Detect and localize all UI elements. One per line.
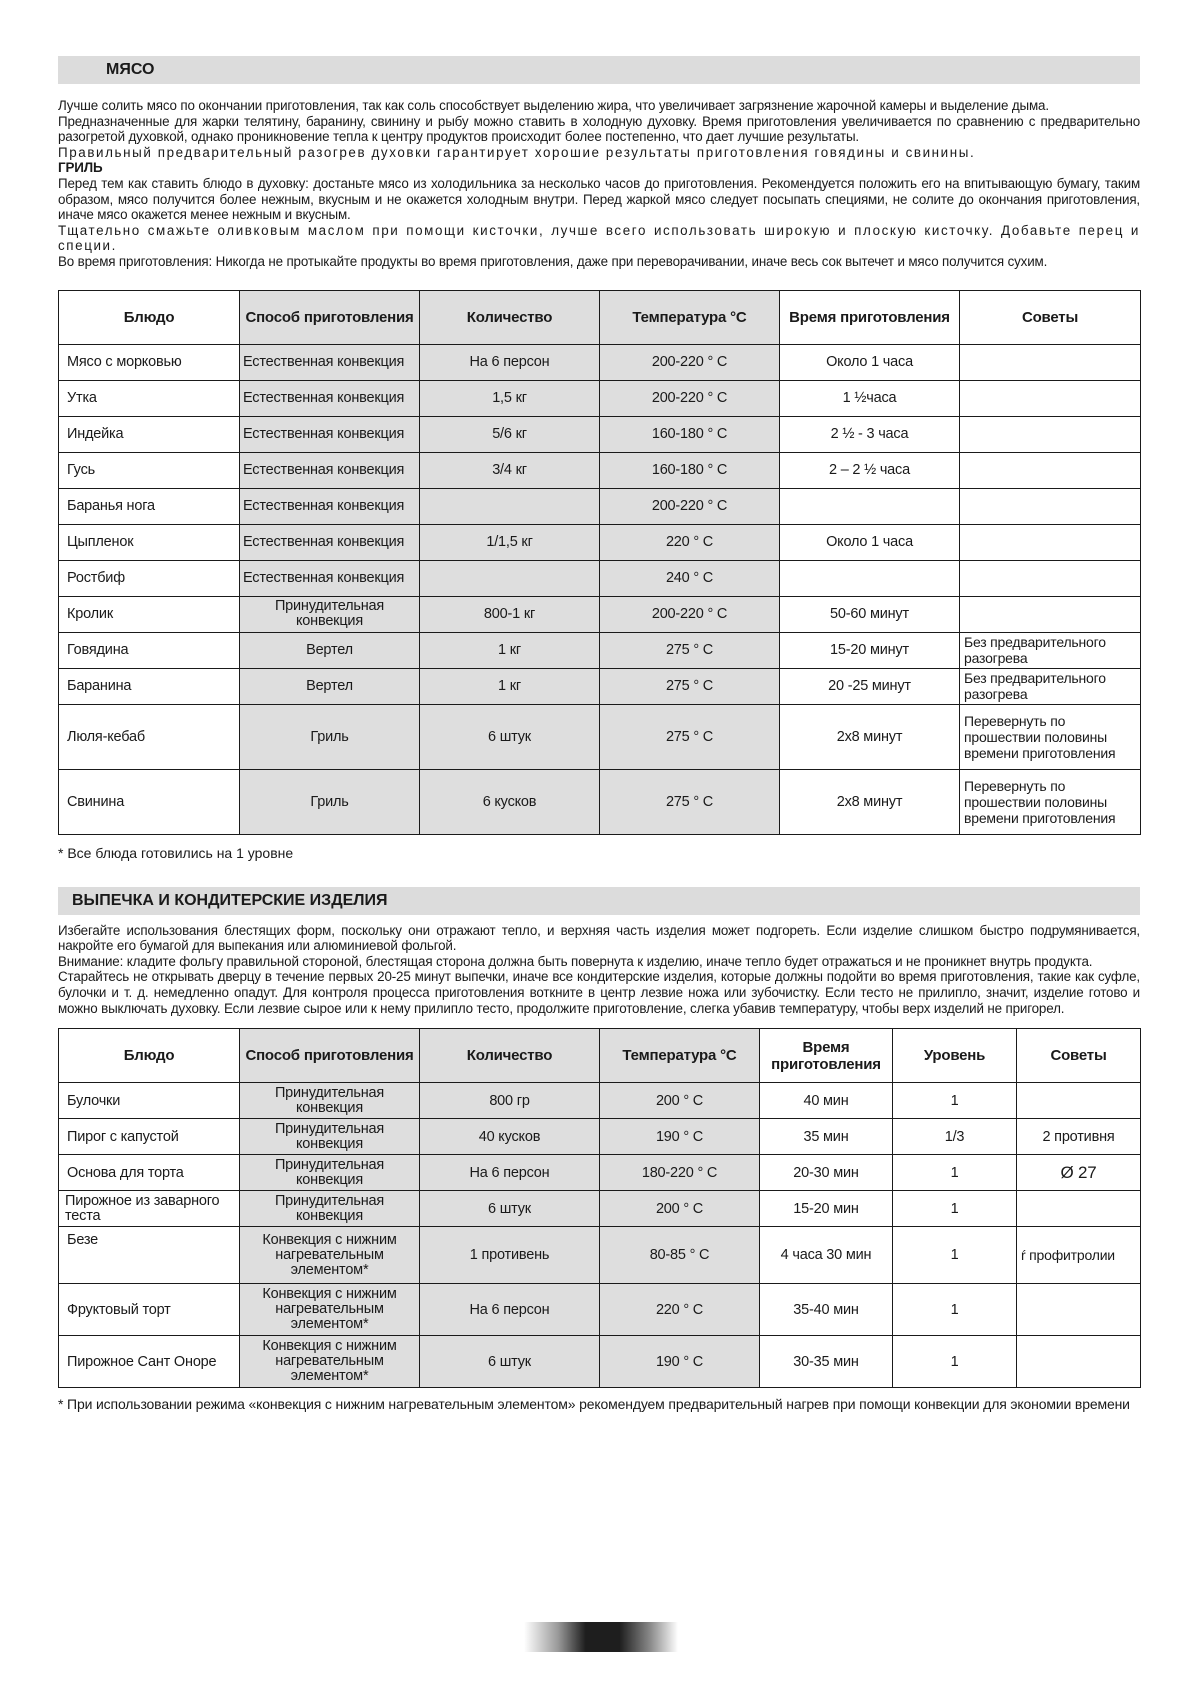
header-cell: Количество xyxy=(420,290,600,344)
tip-cell: 2 противня xyxy=(1017,1119,1141,1155)
quantity-cell: 1 кг xyxy=(420,632,600,668)
quantity-cell: 5/6 кг xyxy=(420,416,600,452)
header-cell: Советы xyxy=(1017,1029,1141,1083)
dish-cell: Фруктовый торт xyxy=(59,1284,240,1336)
dish-cell: Булочки xyxy=(59,1083,240,1119)
quantity-cell: 1 кг xyxy=(420,668,600,704)
dish-cell: Люля-кебаб xyxy=(59,704,240,769)
quantity-cell xyxy=(420,560,600,596)
tip-cell xyxy=(1017,1083,1141,1119)
tip-cell xyxy=(1017,1191,1141,1227)
pastry-intro xyxy=(58,923,1140,1017)
temperature-cell: 200-220 ° C xyxy=(600,344,780,380)
method-cell: Конвекция с нижним нагревательным элементом* xyxy=(240,1336,420,1388)
meat-intro xyxy=(58,98,1140,270)
pastry-paragraph: Внимание: кладите фольгу правильной стороной, блестящая сторона должна быть повернута к изделию, иначе тепло будет отражаться и не проникнет внутрь продукта. xyxy=(58,953,1093,969)
temperature-cell: 160-180 ° C xyxy=(600,452,780,488)
quantity-cell: 6 кусков xyxy=(420,769,600,834)
tip-cell xyxy=(960,380,1141,416)
dish-cell: Пирожное Сант Оноре xyxy=(59,1336,240,1388)
quantity-cell: На 6 персон xyxy=(420,1284,600,1336)
pastry-table xyxy=(58,1028,1141,1388)
time-cell: 30-35 мин xyxy=(760,1336,893,1388)
tip-cell: Ø 27 xyxy=(1017,1155,1141,1191)
table-row xyxy=(59,416,1141,452)
dish-cell: Мясо с морковью xyxy=(59,344,240,380)
time-cell: Около 1 часа xyxy=(780,524,960,560)
time-cell: 50-60 минут xyxy=(780,596,960,632)
level-cell: 1 xyxy=(893,1155,1017,1191)
temperature-cell: 200-220 ° C xyxy=(600,380,780,416)
method-cell: Принудительная конвекция xyxy=(240,1083,420,1119)
temperature-cell: 80-85 ° C xyxy=(600,1227,760,1284)
method-cell: Принудительная конвекция xyxy=(240,596,420,632)
method-cell: Конвекция с нижним нагревательным элементом* xyxy=(240,1227,420,1284)
table-row xyxy=(59,632,1141,668)
tip-cell: Перевернуть по прошествии половины времени приготовления xyxy=(960,704,1141,769)
table-header-row xyxy=(59,290,1141,344)
time-cell: 15-20 мин xyxy=(760,1191,893,1227)
temperature-cell: 200-220 ° C xyxy=(600,488,780,524)
quantity-cell: 6 штук xyxy=(420,1336,600,1388)
temperature-cell: 220 ° C xyxy=(600,524,780,560)
dish-cell: Индейка xyxy=(59,416,240,452)
tip-cell xyxy=(960,596,1141,632)
time-cell: 4 часа 30 мин xyxy=(760,1227,893,1284)
time-cell: 2 ½ - 3 часа xyxy=(780,416,960,452)
level-cell: 1/3 xyxy=(893,1119,1017,1155)
table-row xyxy=(59,1155,1141,1191)
temperature-cell: 220 ° C xyxy=(600,1284,760,1336)
method-cell: Естественная конвекция xyxy=(240,344,420,380)
header-cell: Способ приготовления xyxy=(240,1029,420,1083)
table-row xyxy=(59,1191,1141,1227)
header-cell: Температура °C xyxy=(600,290,780,344)
grill-paragraph: Во время приготовления: Никогда не протыкайте продукты во время приготовления, даже при переворачивании, иначе весь сок вытечет и мясо получится сухим. xyxy=(58,253,1048,269)
tip-cell xyxy=(960,452,1141,488)
dish-cell: Свинина xyxy=(59,769,240,834)
header-cell: Температура °C xyxy=(600,1029,760,1083)
tip-cell: Перевернуть по прошествии половины времени приготовления xyxy=(960,769,1141,834)
temperature-cell: 200 ° C xyxy=(600,1191,760,1227)
quantity-cell xyxy=(420,488,600,524)
dish-cell: Основа для торта xyxy=(59,1155,240,1191)
method-cell: Естественная конвекция xyxy=(240,380,420,416)
pastry-paragraph: Избегайте использования блестящих форм, поскольку они отражают тепло, и верхняя часть изделия может подгореть. Если изделие слишком быстро подрумянивается, накройте его бумагой для выпекания или алюминиевой фольгой. xyxy=(58,922,1140,954)
table-row xyxy=(59,1336,1141,1388)
dish-cell: Кролик xyxy=(59,596,240,632)
time-cell: 15-20 минут xyxy=(780,632,960,668)
dish-cell: Баранья нога xyxy=(59,488,240,524)
time-cell xyxy=(780,488,960,524)
header-cell: Количество xyxy=(420,1029,600,1083)
time-cell: 20-30 мин xyxy=(760,1155,893,1191)
temperature-cell: 200-220 ° C xyxy=(600,596,780,632)
table-row xyxy=(59,560,1141,596)
grill-heading: ГРИЛЬ xyxy=(58,160,103,176)
dish-cell: Баранина xyxy=(59,668,240,704)
level-cell: 1 xyxy=(893,1083,1017,1119)
quantity-cell: 1/1,5 кг xyxy=(420,524,600,560)
level-cell: 1 xyxy=(893,1191,1017,1227)
header-cell: Время приготовления xyxy=(760,1029,893,1083)
method-cell: Гриль xyxy=(240,704,420,769)
time-cell: 1 ½часа xyxy=(780,380,960,416)
method-cell: Вертел xyxy=(240,632,420,668)
quantity-cell: 40 кусков xyxy=(420,1119,600,1155)
quantity-cell: На 6 персон xyxy=(420,344,600,380)
quantity-cell: 800 гр xyxy=(420,1083,600,1119)
table-header-row xyxy=(59,1029,1141,1083)
table-row xyxy=(59,769,1141,834)
section-title-pastry: ВЫПЕЧКА И КОНДИТЕРСКИЕ ИЗДЕЛИЯ xyxy=(58,887,1140,915)
temperature-cell: 190 ° C xyxy=(600,1336,760,1388)
time-cell: Около 1 часа xyxy=(780,344,960,380)
dish-cell: Пирог с капустой xyxy=(59,1119,240,1155)
tip-cell: Без предварительного разогрева xyxy=(960,668,1141,704)
method-cell: Естественная конвекция xyxy=(240,560,420,596)
table-row xyxy=(59,1284,1141,1336)
grill-paragraph: Тщательно смажьте оливковым маслом при помощи кисточки, лучше всего использовать широкую и плоскую кисточку. Добавьте перец и специи. xyxy=(58,222,1140,254)
meat-paragraph: Правильный предварительный разогрев духовки гарантирует хорошие результаты приготовления говядины и свинины. xyxy=(58,144,976,160)
temperature-cell: 160-180 ° C xyxy=(600,416,780,452)
method-cell: Естественная конвекция xyxy=(240,416,420,452)
tip-cell xyxy=(960,524,1141,560)
quantity-cell: 6 штук xyxy=(420,704,600,769)
method-cell: Принудительная конвекция xyxy=(240,1191,420,1227)
temperature-cell: 275 ° C xyxy=(600,769,780,834)
table-row xyxy=(59,1083,1141,1119)
time-cell: 35-40 мин xyxy=(760,1284,893,1336)
table-row xyxy=(59,1119,1141,1155)
temperature-cell: 275 ° C xyxy=(600,668,780,704)
table-row xyxy=(59,488,1141,524)
table-row xyxy=(59,668,1141,704)
grill-paragraph: Перед тем как ставить блюдо в духовку: достаньте мясо из холодильника за несколько часов до приготовления. Рекомендуется положить его на впитывающую бумагу, таким образом, мясо получится более нежным, вкусным и не окажется холодным внутри. Перед жаркой мясо следует посыпать специями, не солите до окончания приготовления, иначе мясо окажется менее нежным и вкусным. xyxy=(58,175,1140,223)
table-row xyxy=(59,344,1141,380)
header-cell: Время приготовления xyxy=(780,290,960,344)
table-row xyxy=(59,452,1141,488)
level-cell: 1 xyxy=(893,1284,1017,1336)
tip-cell xyxy=(960,488,1141,524)
meat-footnote: * Все блюда готовились на 1 уровне xyxy=(58,844,294,861)
method-cell: Естественная конвекция xyxy=(240,524,420,560)
header-cell: Способ приготовления xyxy=(240,290,420,344)
dish-cell: Цыпленок xyxy=(59,524,240,560)
level-cell: 1 xyxy=(893,1227,1017,1284)
quantity-cell: 1,5 кг xyxy=(420,380,600,416)
time-cell: 2x8 минут xyxy=(780,704,960,769)
tip-cell xyxy=(960,344,1141,380)
method-cell: Естественная конвекция xyxy=(240,452,420,488)
temperature-cell: 275 ° C xyxy=(600,704,780,769)
method-cell: Принудительная конвекция xyxy=(240,1119,420,1155)
table-row xyxy=(59,1227,1141,1284)
dish-cell: Утка xyxy=(59,380,240,416)
time-cell: 2 – 2 ½ часа xyxy=(780,452,960,488)
temperature-cell: 240 ° C xyxy=(600,560,780,596)
dish-cell: Ростбиф xyxy=(59,560,240,596)
temperature-cell: 180-220 ° C xyxy=(600,1155,760,1191)
header-cell: Блюдо xyxy=(59,290,240,344)
method-cell: Принудительная конвекция xyxy=(240,1155,420,1191)
table-row xyxy=(59,524,1141,560)
time-cell: 20 -25 минут xyxy=(780,668,960,704)
method-cell: Вертел xyxy=(240,668,420,704)
method-cell: Гриль xyxy=(240,769,420,834)
temperature-cell: 200 ° C xyxy=(600,1083,760,1119)
quantity-cell: 800-1 кг xyxy=(420,596,600,632)
quantity-cell: 3/4 кг xyxy=(420,452,600,488)
time-cell: 35 мин xyxy=(760,1119,893,1155)
quantity-cell: На 6 персон xyxy=(420,1155,600,1191)
time-cell: 40 мин xyxy=(760,1083,893,1119)
dish-cell: Говядина xyxy=(59,632,240,668)
quantity-cell: 6 штук xyxy=(420,1191,600,1227)
temperature-cell: 275 ° C xyxy=(600,632,780,668)
meat-paragraph: Предназначенные для жарки телятину, баранину, свинину и рыбу можно ставить в холодную духовку. Время приготовления увеличивается по сравнению с предварительно разогретой духовкой, однако проникновение тепла к центру продуктов происходит более постепенно, что дает лучшие результаты. xyxy=(58,113,1140,145)
quantity-cell: 1 противень xyxy=(420,1227,600,1284)
table-row xyxy=(59,596,1141,632)
tip-cell: ŕ профитролии xyxy=(1017,1227,1141,1284)
tip-cell xyxy=(1017,1336,1141,1388)
dish-cell: Безе xyxy=(59,1227,240,1284)
temperature-cell: 190 ° C xyxy=(600,1119,760,1155)
meat-paragraph: Лучше солить мясо по окончании приготовления, так как соль способствует выделению жира, что увеличивает загрязнение жарочной камеры и выделение дыма. xyxy=(58,98,1049,113)
tip-cell: Без предварительного разогрева xyxy=(960,632,1141,668)
dish-cell: Гусь xyxy=(59,452,240,488)
table-row xyxy=(59,704,1141,769)
header-cell: Блюдо xyxy=(59,1029,240,1083)
method-cell: Конвекция с нижним нагревательным элементом* xyxy=(240,1284,420,1336)
meat-table xyxy=(58,290,1141,835)
page-number-tab xyxy=(524,1622,678,1652)
tip-cell xyxy=(960,560,1141,596)
pastry-paragraph: Старайтесь не открывать дверцу в течение первых 20-25 минут выпечки, иначе все кондитерские изделия, которые должны подойти во время приготовления, такие как суфле, булочки и т. д. немедленно опадут. Для контроля процесса приготовления воткните в центр лезвие ножа или зубочистку. Если тесто не прилипло, значит, изделие готово и можно выключать духовку. Если лезвие сырое или к нему прилипло тесто, продолжите приготовление, слегка убавив температуру, чтобы верх изделий не пригорел. xyxy=(58,969,1140,1016)
pastry-footnote: * При использовании режима «конвекция с нижним нагревательным элементом» рекомендуем предварительный нагрев при помощи конвекции для экономии времени xyxy=(58,1396,1130,1413)
page xyxy=(58,56,1140,1412)
time-cell xyxy=(780,560,960,596)
time-cell: 2x8 минут xyxy=(780,769,960,834)
header-cell: Уровень xyxy=(893,1029,1017,1083)
section-title-meat: МЯСО xyxy=(58,56,1140,84)
dish-cell: Пирожное из заварного теста xyxy=(59,1191,240,1227)
table-row xyxy=(59,380,1141,416)
level-cell: 1 xyxy=(893,1336,1017,1388)
tip-cell xyxy=(1017,1284,1141,1336)
tip-cell xyxy=(960,416,1141,452)
header-cell: Советы xyxy=(960,290,1141,344)
method-cell: Естественная конвекция xyxy=(240,488,420,524)
